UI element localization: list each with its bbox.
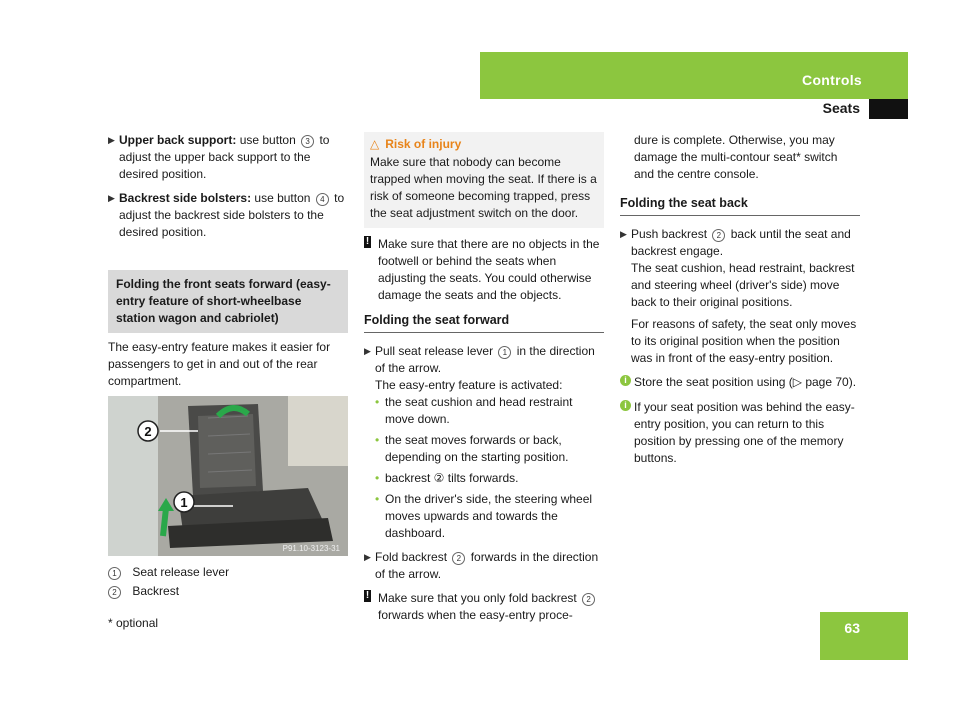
legend-label: Seat release lever [132, 565, 230, 579]
intro-paragraph: The easy-entry feature makes it easier for passengers to get in and out of the rear compartment. [108, 340, 331, 388]
step-label: Backrest side bolsters: [119, 191, 252, 205]
callout-number: 2 [108, 586, 121, 599]
column-2 [364, 132, 604, 632]
step-text: to adjust the backrest side bolsters to the desired position. [119, 191, 345, 239]
section-heading-box: Folding the front seats forward (easy-entry feature of short-wheelbase station wagon and cabriolet) [108, 270, 348, 333]
column-1 [108, 132, 348, 602]
column-3 [620, 132, 860, 475]
step-arrow-icon: ▶ [108, 193, 115, 203]
note-text: If your seat position was behind the easy-entry position, you can return to this position by pressing one of the memory buttons. [634, 400, 855, 465]
section-heading: Folding the seat forward [364, 312, 604, 333]
note-text: Store the seat position using (▷ page 70). [634, 375, 857, 389]
page-number-tab [820, 612, 908, 660]
warning-triangle-icon: △ [370, 137, 380, 151]
info-note [620, 399, 860, 467]
step-text: Fold backrest [375, 550, 448, 564]
list-item: • the seat cushion and head restraint move down. [375, 394, 604, 428]
step-label: Upper back support: [119, 133, 237, 147]
step-text: use button [239, 133, 296, 147]
list-item: • backrest ② tilts forwards. [375, 470, 604, 487]
info-icon: i [620, 400, 631, 411]
legend-item [108, 564, 348, 581]
seat-figure [108, 396, 348, 556]
continued-text: dure is complete. Otherwise, you may damage the multi-contour seat* switch and the centre console. [634, 133, 838, 181]
step-arrow-icon: ▶ [108, 135, 115, 145]
section-tab [480, 52, 908, 99]
step-text: use button [254, 191, 311, 205]
step-text: back until the seat and backrest engage. [631, 227, 851, 258]
svg-text:2: 2 [144, 424, 152, 439]
warning-box [364, 132, 604, 228]
callout-number: 1 [108, 567, 121, 580]
step-upper-back-support [108, 132, 348, 183]
step-fold-backrest [364, 549, 604, 583]
step-text: For reasons of safety, the seat only moves to its original position when the position was in front of the easy-entry position. [631, 317, 857, 365]
step-text: Push backrest [631, 227, 708, 241]
warning-title-text: Risk of injury [385, 137, 462, 151]
callout-number: 2 [452, 552, 465, 565]
list-item: • the seat moves forwards or back, depending on the starting position. [375, 432, 604, 466]
warning-text: Make sure that nobody can become trapped when moving the seat. If there is a risk of someone becoming trapped, press the seat adjustment switch on the door. [370, 155, 597, 220]
callout-number: 1 [498, 346, 511, 359]
section-title: Controls [802, 72, 862, 88]
step-text: The easy-entry feature is activated: [375, 378, 563, 392]
seat-illustration [108, 396, 348, 556]
bullet-list [375, 394, 604, 542]
step-text: in the direction of the arrow. [375, 344, 595, 375]
page-number: 63 [844, 620, 860, 636]
exclamation-icon: ! [365, 236, 370, 247]
step-text: Pull seat release lever [375, 344, 494, 358]
callout-number: 4 [316, 193, 329, 206]
info-note [620, 374, 860, 391]
step-pull-release-lever [364, 343, 604, 542]
caution-note [364, 236, 604, 304]
callout-number: 2 [582, 593, 595, 606]
step-arrow-icon: ▶ [364, 346, 371, 356]
step-arrow-icon: ▶ [364, 552, 371, 562]
step-text: forwards in the direction of the arrow. [375, 550, 599, 581]
step-text: to adjust the upper back support to the desired position. [119, 133, 330, 181]
legend-label: Backrest [132, 584, 180, 598]
exclamation-icon: ! [365, 590, 370, 601]
figure-code: P91.10-3123-31 [282, 544, 340, 553]
subsection-title: Seats [822, 100, 860, 116]
callout-number: 2 [712, 229, 725, 242]
svg-text:1: 1 [180, 495, 188, 510]
header-marker [869, 99, 908, 119]
warning-title [370, 136, 598, 153]
step-arrow-icon: ▶ [620, 229, 627, 239]
note-text: Make sure that there are no objects in the footwell or behind the seats when adjusting the seats. You could otherwise damage the seats and the objects. [378, 237, 600, 302]
legend-item [108, 583, 348, 600]
section-heading: Folding the seat back [620, 195, 860, 216]
step-text: The seat cushion, head restraint, backrest and steering wheel (driver's side) move back to their original positions. [631, 261, 855, 309]
note-text: Make sure that you only fold backrest [378, 591, 577, 605]
note-text: forwards when the easy-entry proce- [378, 608, 573, 622]
step-push-backrest [620, 226, 860, 367]
step-backrest-side-bolsters [108, 190, 348, 241]
callout-number: 3 [301, 135, 314, 148]
list-item: • On the driver's side, the steering wheel moves upwards and towards the dashboard. [375, 491, 604, 542]
info-icon: i [620, 375, 631, 386]
caution-note [364, 590, 604, 624]
footnote: * optional [108, 616, 159, 630]
